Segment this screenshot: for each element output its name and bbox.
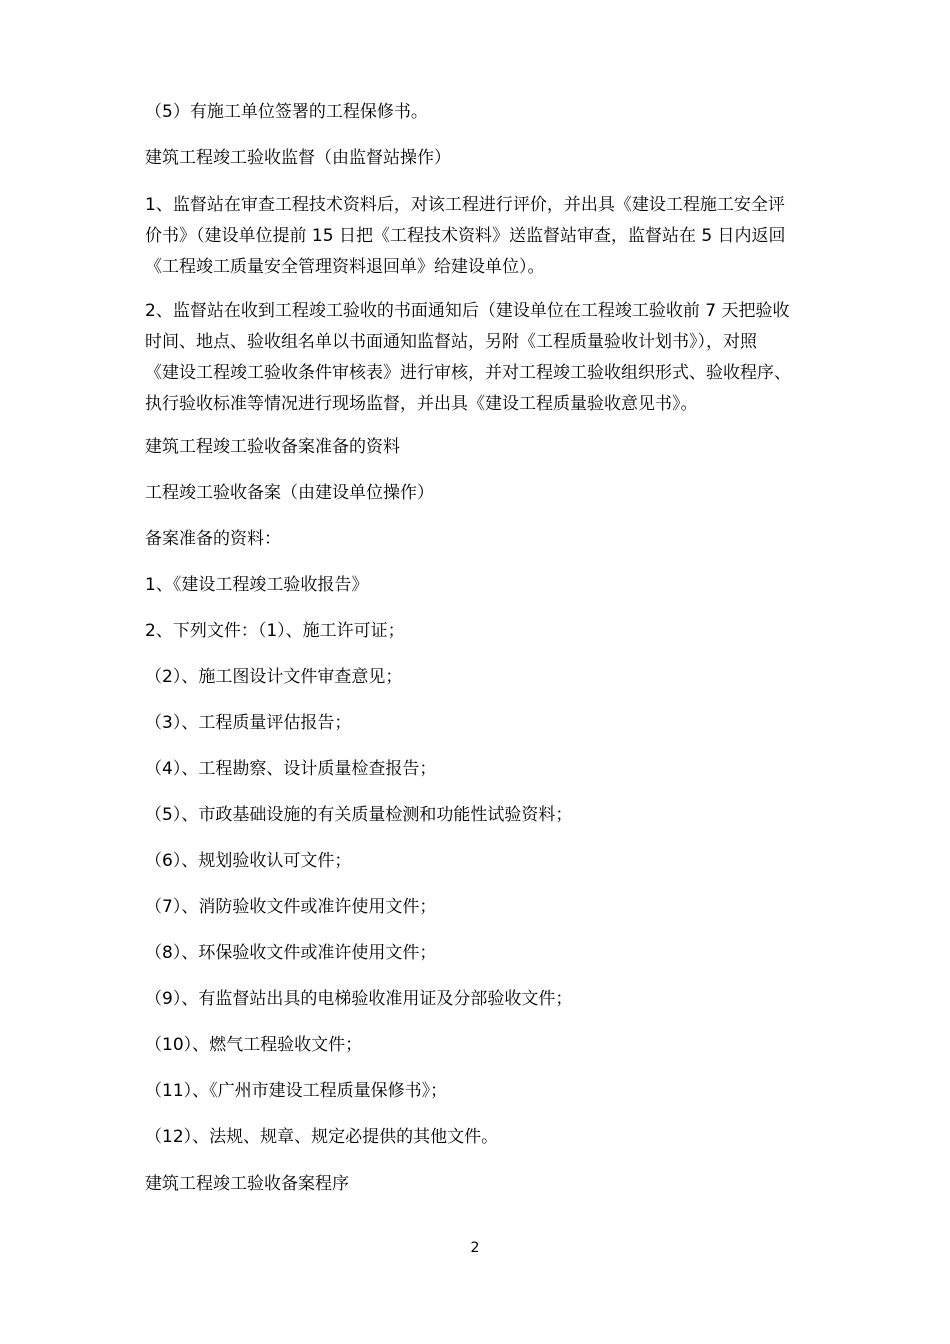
text-line: 执行验收标准等情况进行现场监督，并出具《建设工程质量验收意见书》。 (145, 394, 698, 414)
text-line: （8）、环保验收文件或准许使用文件； (145, 943, 437, 963)
text-line: 时间、地点、验收组名单以书面通知监督站，另附《工程质量验收计划书》），对照 (145, 332, 757, 352)
text-line: （11）、《广州市建设工程质量保修书》； (145, 1081, 448, 1101)
sub-item-5 (145, 800, 810, 831)
text-line: 价书》（建设单位提前 15 日把《工程技术资料》送监督站审查，监督站在 5 日内返回 (145, 226, 786, 246)
heading-filing-materials (145, 432, 810, 463)
page-number: 2 (470, 1240, 480, 1256)
text-line: 备案准备的资料： (145, 529, 281, 549)
text-line: 2、监督站在收到工程竣工验收的书面通知后（建设单位在工程竣工验收前 7 天把验收 (145, 301, 790, 321)
text-line: 2、下列文件：（1）、施工许可证； (145, 621, 405, 641)
text-line: 建筑工程竣工验收监督（由监督站操作） (145, 148, 451, 168)
text-line: （3）、工程质量评估报告； (145, 713, 352, 733)
sub-item-12 (145, 1122, 810, 1153)
text-line: 建筑工程竣工验收备案程序 (145, 1174, 349, 1194)
text-line: 《工程竣工质量安全管理资料退回单》给建设单位）。 (145, 257, 545, 277)
sub-item-6 (145, 846, 810, 877)
text-line: （7）、消防验收文件或准许使用文件； (145, 897, 437, 917)
text-line: （2）、施工图设计文件审查意见； (145, 667, 403, 687)
sub-item-3 (145, 708, 810, 739)
text-line: 1、监督站在审查工程技术资料后，对该工程进行评价，并出具《建设工程施工安全评 (145, 195, 785, 215)
paragraph-supervision-item-2 (145, 296, 810, 420)
text-line: （4）、工程勘察、设计质量检查报告； (145, 759, 437, 779)
sub-item-8 (145, 938, 810, 969)
sub-item-2 (145, 662, 810, 693)
paragraph-warranty (145, 97, 810, 128)
list-item-2 (145, 616, 810, 647)
sub-item-11 (145, 1076, 810, 1107)
sub-item-9 (145, 984, 810, 1015)
paragraph-supervision-item-1 (145, 190, 810, 283)
heading-filing-by-owner (145, 478, 810, 509)
heading-filing-procedure (145, 1169, 810, 1200)
text-line: （12）、法规、规章、规定必提供的其他文件。 (145, 1127, 499, 1147)
text-line: （5）、市政基础设施的有关质量检测和功能性试验资料； (145, 805, 573, 825)
text-line: （9）、有监督站出具的电梯验收准用证及分部验收文件； (145, 989, 573, 1009)
paragraph-filing-intro (145, 524, 810, 555)
text-line: （10）、燃气工程验收文件； (145, 1035, 363, 1055)
text-line: 建筑工程竣工验收备案准备的资料 (145, 437, 400, 457)
text-line: 工程竣工验收备案（由建设单位操作） (145, 483, 434, 503)
text-line: 1、《建设工程竣工验收报告》 (145, 575, 369, 595)
text-line: 《建设工程竣工验收条件审核表》进行审核，并对工程竣工验收组织形式、验收程序、 (145, 363, 791, 383)
sub-item-4 (145, 754, 810, 785)
list-item-1 (145, 570, 810, 601)
heading-acceptance-supervision (145, 143, 810, 174)
sub-item-10 (145, 1030, 810, 1061)
text-line: （6）、规划验收认可文件； (145, 851, 352, 871)
sub-item-7 (145, 892, 810, 923)
text-line: （5）有施工单位签署的工程保修书。 (145, 102, 428, 122)
